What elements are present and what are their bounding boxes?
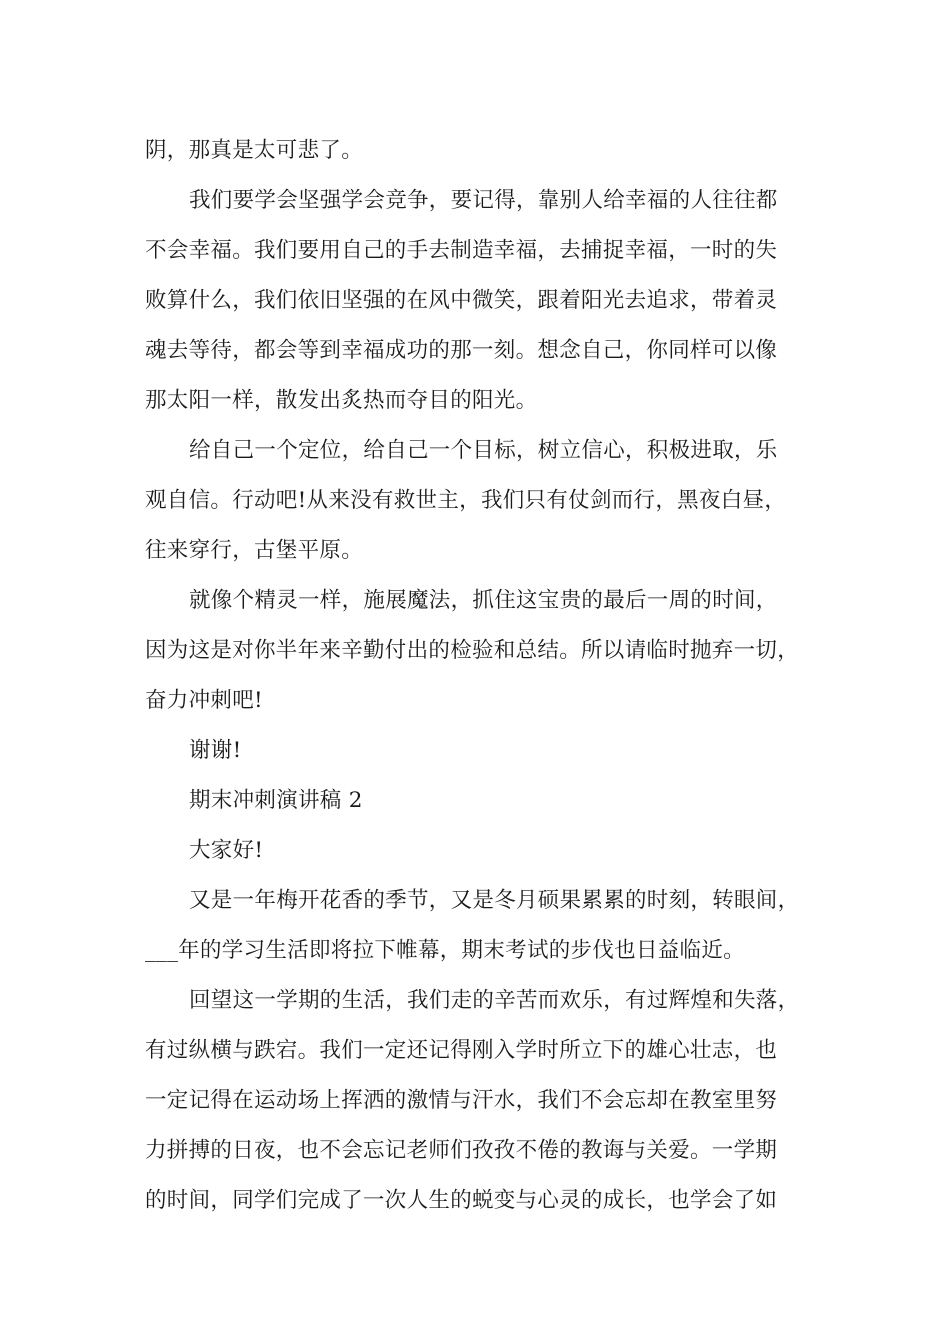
paragraph-line: 不会幸福。我们要用自己的手去制造幸福，去捕捉幸福，一时的失 — [145, 238, 778, 263]
paragraph-first-line: 回望这一学期的生活，我们走的辛苦而欢乐，有过辉煌和失落， — [189, 988, 800, 1013]
document-body — [145, 133, 835, 1233]
paragraph-line: 魂去等待，都会等到幸福成功的那一刻。想念自己，你同样可以像 — [145, 338, 778, 363]
paragraph-first-line: 谢谢! — [189, 738, 242, 763]
paragraph-line: 力拼搏的日夜，也不会忘记老师们孜孜不倦的教诲与关爱。一学期 — [145, 1138, 778, 1163]
paragraph-first-line: 期末冲刺演讲稿 2 — [189, 788, 363, 813]
paragraph-line: 败算什么，我们依旧坚强的在风中微笑，跟着阳光去追求，带着灵 — [145, 288, 778, 313]
paragraph-first-line: 又是一年梅开花香的季节，又是冬月硕果累累的时刻，转眼间， — [189, 888, 800, 913]
paragraph-line: 的时间，同学们完成了一次人生的蜕变与心灵的成长，也学会了如 — [145, 1188, 778, 1213]
paragraph-first-line: 我们要学会坚强学会竞争，要记得，靠别人给幸福的人往往都 — [189, 188, 778, 213]
paragraph-line: 阴，那真是太可悲了。 — [145, 138, 364, 163]
paragraph-first-line: 给自己一个定位，给自己一个目标，树立信心，积极进取，乐 — [189, 438, 778, 463]
paragraph-first-line: 就像个精灵一样，施展魔法，抓住这宝贵的最后一周的时间， — [189, 588, 778, 613]
paragraph-line: 一定记得在运动场上挥洒的激情与汗水，我们不会忘却在教室里努 — [145, 1088, 778, 1113]
paragraph-line: 往来穿行，古堡平原。 — [145, 538, 364, 563]
paragraph-line: 奋力冲刺吧! — [145, 688, 263, 713]
paragraph-line: 有过纵横与跌宕。我们一定还记得刚入学时所立下的雄心壮志，也 — [145, 1038, 778, 1063]
paragraph-first-line: 大家好! — [189, 838, 264, 863]
paragraph-line: ___年的学习生活即将拉下帷幕，期末考试的步伐也日益临近。 — [145, 938, 745, 963]
paragraph-line: 观自信。行动吧!从来没有救世主，我们只有仗剑而行，黑夜白昼， — [145, 488, 787, 513]
paragraph-line: 因为这是对你半年来辛勤付出的检验和总结。所以请临时抛弃一切， — [145, 638, 800, 663]
paragraph-line: 那太阳一样，散发出炙热而夺目的阳光。 — [145, 388, 538, 413]
